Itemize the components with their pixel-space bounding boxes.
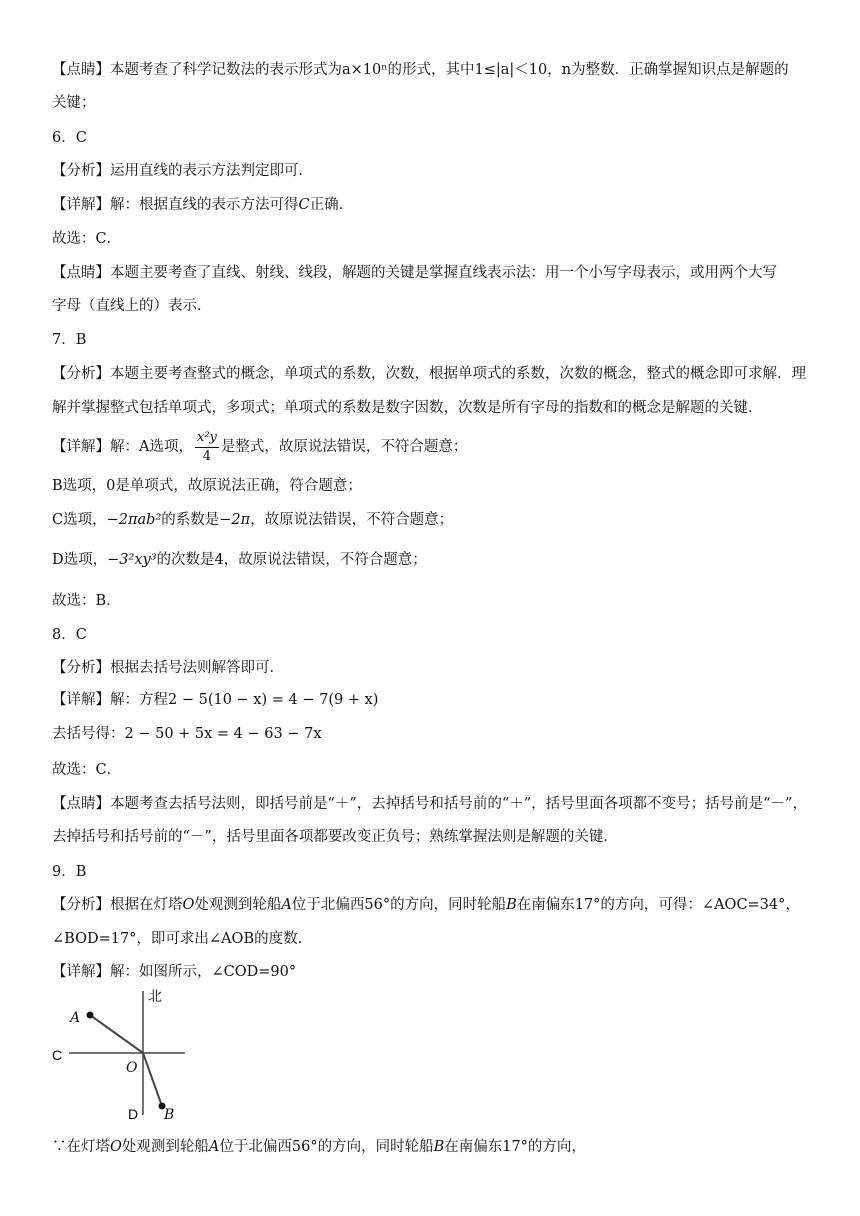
math-expression: 2 − 5(10 − x) = 4 − 7(9 + x) <box>168 692 379 708</box>
text-line: 故选：C． <box>52 231 122 247</box>
math-var: O <box>110 1139 122 1155</box>
text-line: 解并掌握整式包括单项式，多项式；单项式的系数是数字因数，次数是所有字母的指数和的概念是解题的关键． <box>52 400 763 416</box>
math-var: B <box>433 1139 445 1155</box>
math-var: A <box>208 1139 220 1155</box>
math-expression: −2π <box>219 512 251 528</box>
math-var: O <box>182 897 195 913</box>
text-line: 关键； <box>52 95 96 111</box>
math-expression: 2 − 50 + 5x = 4 − 63 − 7x <box>124 726 322 742</box>
text-segment: 【分析】根据在灯塔 <box>52 897 183 913</box>
text-segment: 的次数是4，故原说法错误，不符合题意； <box>156 552 427 568</box>
text-line: 去掉括号和括号前的“－”，括号里面各项都要改变正负号；熟练掌握法则是解题的关键． <box>52 829 618 845</box>
math-expression: −2πab² <box>106 512 162 528</box>
text-line <box>52 1137 586 1157</box>
math-var: C <box>298 197 310 213</box>
label-a: A <box>70 1010 81 1026</box>
question-number: 9．B <box>52 864 87 880</box>
text-segment: 正确． <box>309 197 354 213</box>
text-line <box>52 195 353 215</box>
text-segment: D选项， <box>52 552 108 568</box>
text-line: 【点睛】本题考查去括号法则，即括号前是“＋”，去掉括号和括号前的“＋”，括号里面各项都不变号；括号前是“－”， <box>52 796 807 812</box>
point-a <box>87 1012 94 1019</box>
label-o: O <box>126 1060 138 1076</box>
fraction-numerator: x²y <box>195 429 219 448</box>
text-line <box>52 690 378 710</box>
text-segment: 【详解】解：A选项， <box>52 439 193 455</box>
text-line <box>52 550 427 570</box>
math-expression: −3²xy³ <box>107 552 157 568</box>
text-line: 【分析】本题主要考查整式的概念，单项式的系数，次数，根据单项式的系数，次数的概念，整式的概念即可求解．理 <box>52 366 806 382</box>
text-line: 故选：C． <box>52 762 122 778</box>
text-segment: C选项， <box>52 512 107 528</box>
question-number: 6．C <box>52 130 87 146</box>
text-segment: 在南偏东17°的方向， <box>444 1139 586 1155</box>
text-line: 【点睛】本题主要考查了直线、射线、线段，解题的关键是掌握直线表示法：用一个小写字母表示，或用两个大写 <box>52 265 777 281</box>
text-segment: 在南偏东17°的方向，可得：∠AOC=34°， <box>516 897 800 913</box>
text-line: 【点睛】本题考查了科学记数法的表示形式为a×10ⁿ的形式，其中1≤|a|＜10，n为整数．正确掌握知识点是解题的 <box>52 62 789 78</box>
math-var: B <box>506 897 517 913</box>
text-line: 字母（直线上的）表示． <box>52 298 212 314</box>
text-line: 【分析】运用直线的表示方法判定即可． <box>52 163 313 179</box>
text-segment: 处观测到轮船 <box>194 897 282 913</box>
text-segment: 的系数是 <box>161 512 220 528</box>
label-north: 北 <box>148 989 162 1005</box>
text-segment: 【详解】解：方程 <box>52 692 168 708</box>
label-d: D <box>128 1106 139 1120</box>
text-segment: 是整式，故原说法错误，不符合题意； <box>220 439 468 455</box>
label-b: B <box>164 1107 175 1120</box>
text-line: ∠BOD=17°，即可求出∠AOB的度数. <box>52 931 303 947</box>
text-line: 【详解】解：如图所示，∠COD=90° <box>52 964 297 980</box>
text-line: 【分析】根据去括号法则解答即可． <box>52 660 284 676</box>
compass-diagram <box>52 985 202 1120</box>
fraction-denominator: 4 <box>202 448 212 464</box>
text-segment: 位于北偏西56°的方向，同时轮船 <box>291 897 507 913</box>
text-line: B选项，0是单项式，故原说法正确，符合题意； <box>52 478 362 494</box>
text-segment: 【详解】解：根据直线的表示方法可得 <box>52 197 299 213</box>
label-c: C <box>52 1047 63 1063</box>
math-var: A <box>281 897 292 913</box>
text-segment: ，故原说法错误，不符合题意； <box>250 512 454 528</box>
text-segment: 位于北偏西56°的方向，同时轮船 <box>219 1139 434 1155</box>
text-line: 故选：B． <box>52 593 121 609</box>
ray-oa <box>90 1015 143 1053</box>
question-number: 8．C <box>52 627 87 643</box>
text-line <box>52 895 800 915</box>
text-segment: 处观测到轮船 <box>121 1139 209 1155</box>
text-line <box>52 510 453 530</box>
ray-ob <box>143 1053 162 1106</box>
text-line <box>52 428 467 466</box>
question-number: 7．B <box>52 332 87 348</box>
text-line <box>52 724 322 744</box>
text-segment: 去括号得： <box>52 726 125 742</box>
fraction <box>195 429 219 466</box>
text-segment: ∵在灯塔 <box>52 1139 110 1155</box>
